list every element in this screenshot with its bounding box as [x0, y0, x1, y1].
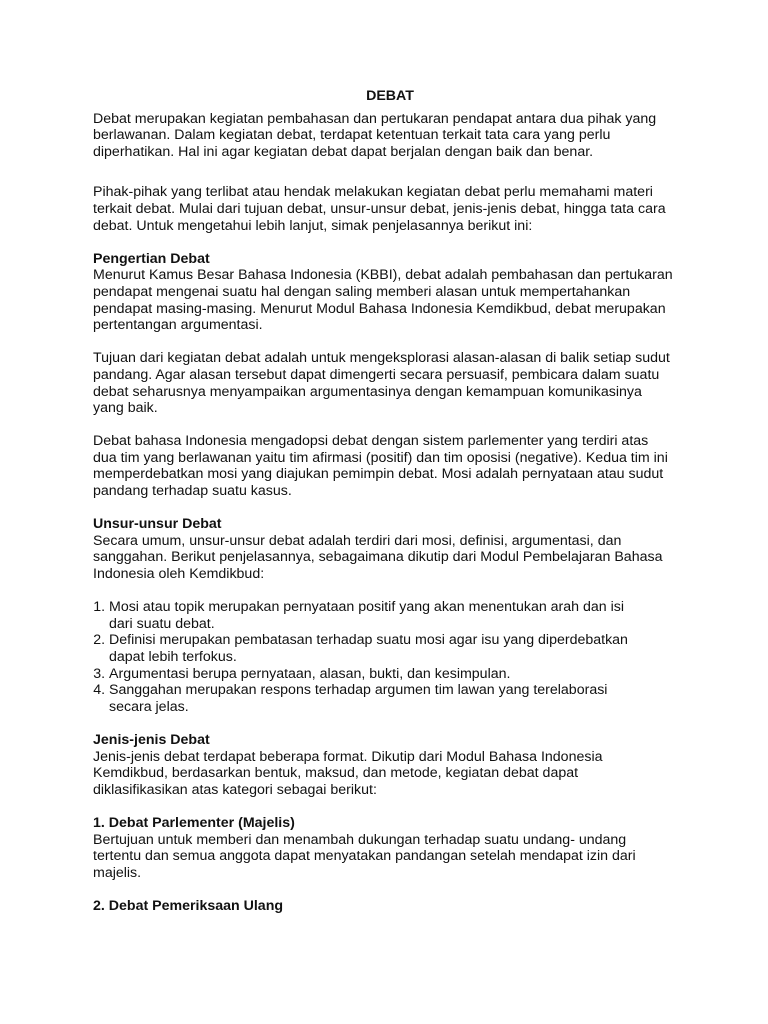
section-heading-pengertian: Pengertian Debat	[93, 250, 210, 267]
unsur-list	[93, 599, 685, 715]
document-content	[93, 88, 685, 915]
subheading-debat-parlementer: 1. Debat Parlementer (Majelis)	[93, 814, 295, 831]
spacer	[93, 234, 685, 251]
list-item: 2. Definisi merupakan pembatasan terhadap suatu mosi agar isu yang diperdebatkan dapat lebih terfokus.	[109, 632, 685, 665]
pengertian-paragraph-2: Tujuan dari kegiatan debat adalah untuk mengeksplorasi alasan-alasan di balik setiap sudut pandang. Agar alasan tersebut dapat dimengerti secara persuasif, pembicara dalam suatu debat seharusnya menyampaikan argumentasinya dengan kemampuan komunikasinya yang baik.	[93, 350, 670, 417]
list-item: 1. Mosi atau topik merupakan pernyataan positif yang akan menentukan arah dan isi dari suatu debat.	[109, 599, 685, 632]
subheading-debat-pemeriksaan-ulang: 2. Debat Pemeriksaan Ulang	[93, 897, 284, 914]
pengertian-paragraph-3: Debat bahasa Indonesia mengadopsi debat dengan sistem parlementer yang terdiri atas dua tim yang berlawanan yaitu tim afirmasi (positif) dan tim oposisi (negative). Kedua tim ini memperdebatkan mosi yang diajukan pemimpin debat. Mosi adalah pernyataan atau sudut pandang terhadap suatu kasus.	[93, 433, 668, 500]
spacer	[93, 881, 685, 898]
document-title: DEBAT	[366, 88, 414, 104]
jenis-paragraph-1: Jenis-jenis debat terdapat beberapa format. Dikutip dari Modul Bahasa Indonesia Kemdikbud, berdasarkan bentuk, maksud, dan metode, kegiatan debat dapat diklasifikasikan atas kategori sebagai berikut:	[93, 748, 603, 798]
intro-paragraph-1: Debat merupakan kegiatan pembahasan dan pertukaran pendapat antara dua pihak yang berlawanan. Dalam kegiatan debat, terdapat ketentuan terkait tata cara yang perlu diperhatikan. Hal ini agar kegiatan debat dapat berjalan dengan baik dan benar.	[93, 110, 657, 160]
debat-parlementer-text: Bertujuan untuk memberi dan menambah dukungan terhadap suatu undang- undang tertentu dan semua anggota dapat menyatakan pandangan setelah mendapat izin dari majelis.	[93, 831, 636, 881]
section-heading-unsur: Unsur-unsur Debat	[93, 516, 222, 533]
list-item: 3. Argumentasi berupa pernyataan, alasan, bukti, dan kesimpulan.	[109, 666, 685, 683]
pengertian-paragraph-1: Menurut Kamus Besar Bahasa Indonesia (KBBI), debat adalah pembahasan dan pertukaran pendapat mengenai suatu hal dengan saling memberi alasan untuk mempertahankan pendapat masing-masing. Menurut Modul Bahasa Indonesia Kemdikbud, debat merupakan pertentangan argumentasi.	[93, 267, 673, 334]
spacer	[93, 798, 685, 815]
spacer	[93, 500, 685, 517]
spacer	[93, 417, 685, 434]
spacer	[93, 160, 685, 184]
spacer	[93, 715, 685, 732]
section-heading-jenis: Jenis-jenis Debat	[93, 731, 210, 748]
unsur-paragraph-1: Secara umum, unsur-unsur debat adalah terdiri dari mosi, definisi, argumentasi, dan sanggahan. Berikut penjelasannya, sebagaimana dikutip dari Modul Pembelajaran Bahasa Indonesia oleh Kemdikbud:	[93, 532, 663, 583]
list-item: 4. Sanggahan merupakan respons terhadap argumen tim lawan yang terelaborasi secara jelas.	[109, 682, 685, 715]
intro-paragraph-2: Pihak-pihak yang terlibat atau hendak melakukan kegiatan debat perlu memahami materi terkait debat. Mulai dari tujuan debat, unsur-unsur debat, jenis-jenis debat, hingga tata cara debat. Untuk mengetahui lebih lanjut, simak penjelasannya berikut ini:	[93, 184, 666, 234]
spacer	[93, 583, 685, 600]
spacer	[93, 334, 685, 351]
